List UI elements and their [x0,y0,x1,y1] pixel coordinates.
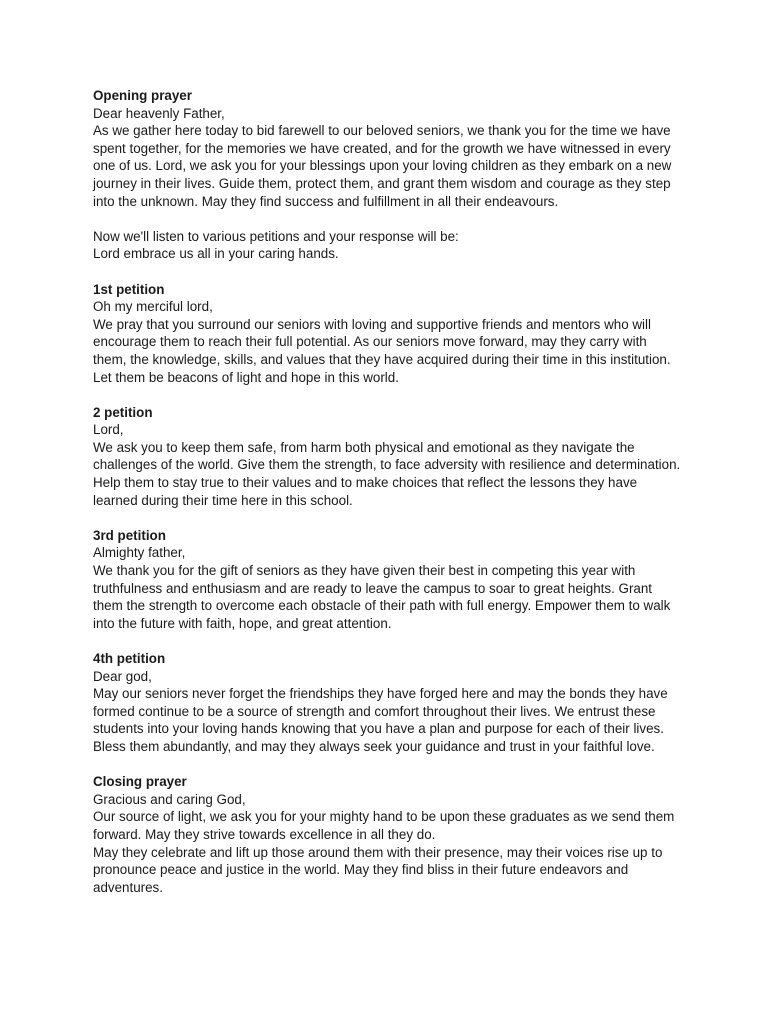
section-heading: 2 petition [93,404,153,420]
section-heading: 4th petition [93,651,166,666]
petitions-intro-line: Now we'll listen to various petitions and your response will be: [93,228,459,244]
section-paragraph: We ask you to keep them safe, from harm both physical and emotional as they navigate the challenges of the world. Give them the strength, to face adversity with resilience and determination. Help them to stay true to their values and to make choices that reflect the lessons they have learned during their time here in this school. [93,439,681,508]
second-petition-section [93,404,683,510]
section-paragraph: We pray that you surround our seniors with loving and supportive friends and mentors who will encourage them to reach their full potential. As our seniors move forward, may they carry with them, the knowledge, skills, and values that they have acquired during their time in this institution. Let them be beacons of light and hope in this world. [93,316,671,385]
third-petition-section [93,527,683,633]
section-address: Gracious and caring God, [93,791,246,807]
section-paragraph: We thank you for the gift of seniors as they have given their best in competing this year with truthfulness and enthusiasm and are ready to leave the campus to soar to great heights. Grant them the strength to overcome each obstacle of their path with full energy. Empower them to walk into the future with faith, hope, and great attention. [93,563,671,631]
section-address: Dear god, [93,668,152,684]
section-address: Dear heavenly Father, [93,105,225,121]
response-line: Lord embrace us all in your caring hands. [93,246,339,262]
section-heading: 3rd petition [93,527,166,543]
section-paragraph: Our source of light, we ask you for your mighty hand to be upon these graduates as we send them forward. May they strive towards excellence in all they do. [93,809,675,842]
closing-prayer-section [93,773,683,896]
section-address: Almighty father, [93,545,186,561]
opening-prayer-section [93,87,683,210]
response-instruction-section [93,228,683,263]
section-paragraph: As we gather here today to bid farewell to our beloved seniors, we thank you for the time we have spent together, for the memories we have created, and for the growth we have witnessed in every one of us. Lord, we ask you for your blessings upon your loving children as they embark on a new journey in their lives. Guide them, protect them, and grant them wisdom and courage as they step into the unknown. May they find success and fulfillment in all their endeavours. [93,123,672,209]
section-heading: 1st petition [93,281,165,297]
fourth-petition-section [93,650,683,756]
section-address: Lord, [93,422,124,438]
section-address: Oh my merciful lord, [93,299,213,315]
document-page [93,87,683,914]
section-heading: Opening prayer [93,88,192,103]
section-paragraph: May our seniors never forget the friendships they have forged here and may the bonds they have formed continue to be a source of strength and comfort throughout their lives. We entrust these students into your loving hands knowing that you have a plan and purpose for each of their lives. Bless them abundantly, and may they always seek your guidance and trust in your faithful love. [93,686,668,754]
section-paragraph: May they celebrate and lift up those around them with their presence, may their voices rise up to pronounce peace and justice in the world. May they find bliss in their future endeavors and adventures. [93,844,663,895]
first-petition-section [93,281,683,387]
section-heading: Closing prayer [93,774,187,790]
